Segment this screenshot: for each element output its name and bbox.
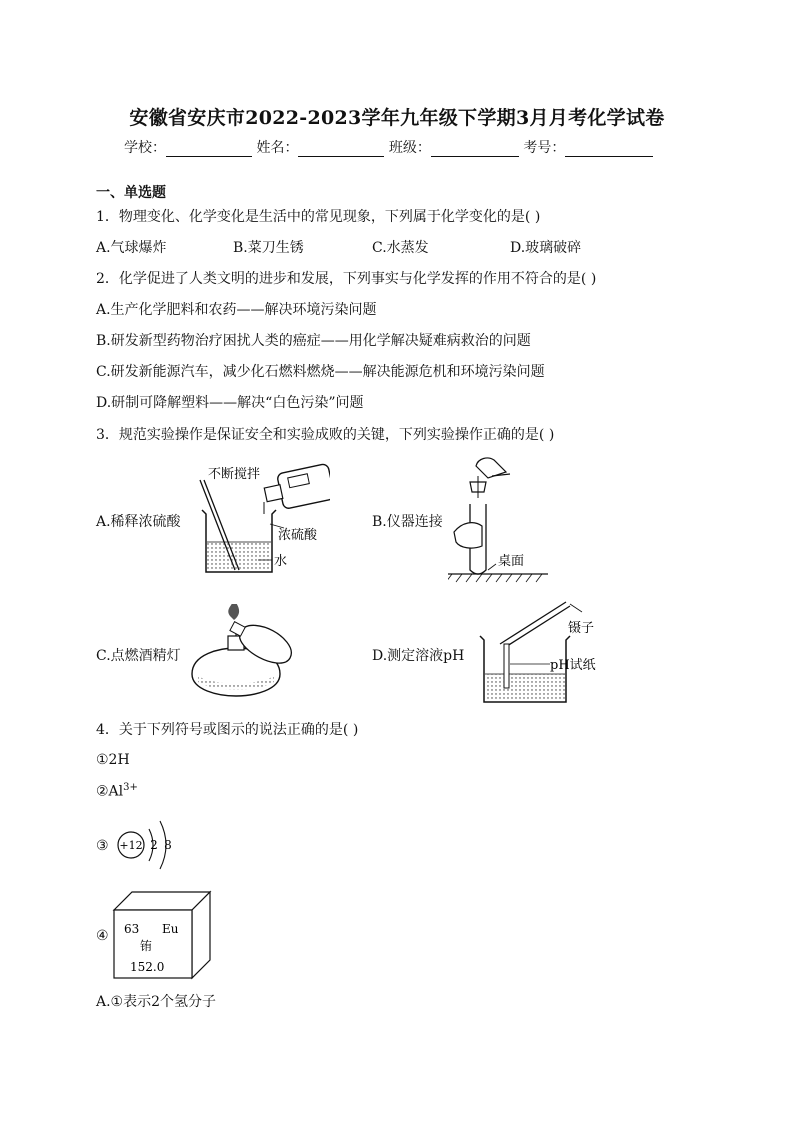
q4-item-1: ①2H bbox=[96, 752, 130, 768]
q4-item-3-label: ③ bbox=[96, 838, 109, 854]
q2-option-b: B.研发新型药物治疗困扰人类的癌症——用化学解决疑难病救治的问题 bbox=[96, 333, 531, 349]
q3-option-d: D.测定溶液pH bbox=[372, 648, 465, 664]
q1-option-a: A.气球爆炸 bbox=[96, 240, 167, 256]
q1-option-c: C.水蒸发 bbox=[372, 240, 429, 256]
figure-dilute-acid bbox=[190, 462, 330, 582]
nucleus-charge: +12 bbox=[119, 839, 143, 852]
q3-option-a: A.稀释浓硫酸 bbox=[96, 514, 181, 530]
q1-option-b: B.菜刀生锈 bbox=[233, 240, 304, 256]
exam-number-label: 考号： bbox=[523, 140, 566, 156]
q2-option-c: C.研发新能源汽车，减少化石燃料燃烧——解决能源危机和环境污染问题 bbox=[96, 364, 545, 380]
element-cell-diagram bbox=[110, 890, 214, 982]
tweezers bbox=[500, 602, 566, 644]
figure-light-lamp bbox=[184, 604, 294, 704]
class-label: 班级： bbox=[388, 140, 431, 156]
q2-option-a: A.生产化学肥料和农药——解决环境污染问题 bbox=[96, 302, 377, 318]
desk-label: 桌面 bbox=[498, 554, 525, 569]
q4-option-a: A.①表示2个氢分子 bbox=[96, 994, 217, 1010]
exam-number-blank[interactable] bbox=[565, 142, 653, 157]
q4-item-2: $②Al^{3+}$ bbox=[96, 782, 138, 800]
student-info-line bbox=[124, 137, 653, 157]
q1-option-d: D.玻璃破碎 bbox=[510, 240, 582, 256]
atomic-structure-diagram bbox=[112, 810, 182, 880]
section-heading: 一、单选题 bbox=[96, 185, 166, 201]
name-blank[interactable] bbox=[298, 142, 384, 157]
name-label: 姓名： bbox=[256, 140, 299, 156]
q3-option-c: C.点燃酒精灯 bbox=[96, 648, 181, 664]
figure-connect-apparatus bbox=[448, 452, 558, 587]
acid-label: 浓硫酸 bbox=[278, 528, 318, 543]
q1-stem: 1．物理变化、化学变化是生活中的常见现象，下列属于化学变化的是( ) bbox=[96, 209, 541, 225]
element-name: 铕 bbox=[140, 939, 153, 953]
q4-stem: 4．关于下列符号或图示的说法正确的是( ) bbox=[96, 722, 359, 738]
ph-paper-label: pH试纸 bbox=[550, 658, 596, 673]
stir-label: 不断搅拌 bbox=[208, 467, 261, 482]
water-label: 水 bbox=[274, 554, 288, 569]
element-symbol: Eu bbox=[162, 922, 179, 936]
school-blank[interactable] bbox=[166, 142, 252, 157]
q2-option-d: D.研制可降解塑料——解决“白色污染”问题 bbox=[96, 395, 364, 411]
q2-stem: 2．化学促进了人类文明的进步和发展，下列事实与化学发挥的作用不符合的是( ) bbox=[96, 271, 597, 287]
ph-paper-strip bbox=[504, 644, 509, 688]
atomic-number: 63 bbox=[124, 922, 140, 936]
q3-stem: 3．规范实验操作是保证安全和实验成败的关键，下列实验操作正确的是( ) bbox=[96, 427, 555, 443]
q4-item-4-label: ④ bbox=[96, 928, 109, 944]
shell-1-electrons: 2 bbox=[150, 838, 158, 852]
atomic-mass: 152.0 bbox=[130, 960, 165, 974]
figure-measure-ph bbox=[470, 596, 630, 708]
class-blank[interactable] bbox=[431, 142, 519, 157]
school-label: 学校： bbox=[124, 140, 166, 156]
hand-holding-icon bbox=[454, 523, 482, 548]
tweezers-label: 镊子 bbox=[568, 621, 595, 636]
reagent-bottle bbox=[262, 463, 330, 512]
shell-2-electrons: 8 bbox=[164, 838, 172, 852]
flame-icon bbox=[228, 604, 239, 620]
page-title: 安徽省安庆市2022-2023学年九年级下学期3月月考化学试卷 bbox=[129, 107, 665, 129]
al-charge: 3+ bbox=[123, 782, 138, 793]
q3-option-b: B.仪器连接 bbox=[372, 514, 443, 530]
